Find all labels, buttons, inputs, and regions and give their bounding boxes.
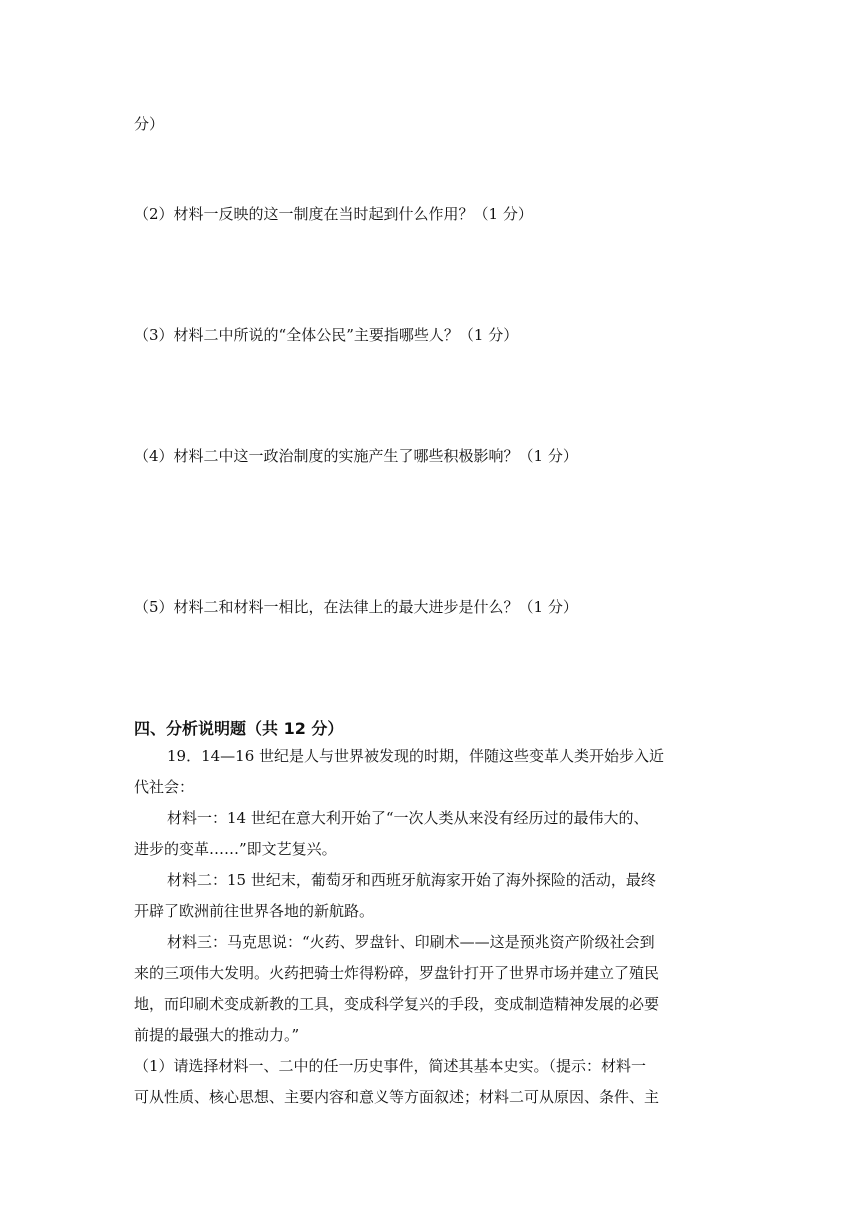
material-2-line-2: 开辟了欧洲前往世界各地的新航路。	[134, 902, 375, 920]
section-title: 四、分析说明题（共 12 分）	[134, 719, 344, 738]
material-3-line-3: 地，而印刷术变成新教的工具，变成科学复兴的手段，变成制造精神发展的必要	[134, 995, 660, 1013]
material-3-line-4: 前提的最强大的推动力。”	[134, 1026, 300, 1044]
material-2-line-1: 材料二：15 世纪末，葡萄牙和西班牙航海家开始了海外探险的活动，最终	[167, 871, 656, 889]
question-19-intro-line-1: 19．14—16 世纪是人与世界被发现的时期，伴随这些变革人类开始步入近	[167, 747, 665, 765]
material-3-line-2: 来的三项伟大发明。火药把骑士炸得粉碎，罗盘针打开了世界市场并建立了殖民	[134, 964, 660, 982]
sub-question-1-line-2: 可从性质、核心思想、主要内容和意义等方面叙述；材料二可从原因、条件、主	[134, 1088, 660, 1106]
question-5: （5）材料二和材料一相比，在法律上的最大进步是什么？（1 分）	[134, 598, 578, 616]
material-1-line-1: 材料一：14 世纪在意大利开始了“一次人类从来没有经历过的最伟大的、	[167, 809, 649, 827]
question-2: （2）材料一反映的这一制度在当时起到什么作用？（1 分）	[134, 205, 533, 223]
material-1-line-2: 进步的变革……”即文艺复兴。	[134, 840, 337, 858]
answer-fragment: 分）	[134, 115, 165, 133]
question-19-intro-line-2: 代社会：	[134, 778, 195, 796]
sub-question-1-line-1: （1）请选择材料一、二中的任一历史事件，简述其基本史实。（提示：材料一	[134, 1057, 647, 1075]
question-3: （3）材料二中所说的“全体公民”主要指哪些人？（1 分）	[134, 326, 519, 344]
question-4: （4）材料二中这一政治制度的实施产生了哪些积极影响？（1 分）	[134, 447, 578, 465]
material-3-line-1: 材料三：马克思说：“火药、罗盘针、印刷术——这是预兆资产阶级社会到	[167, 933, 655, 951]
